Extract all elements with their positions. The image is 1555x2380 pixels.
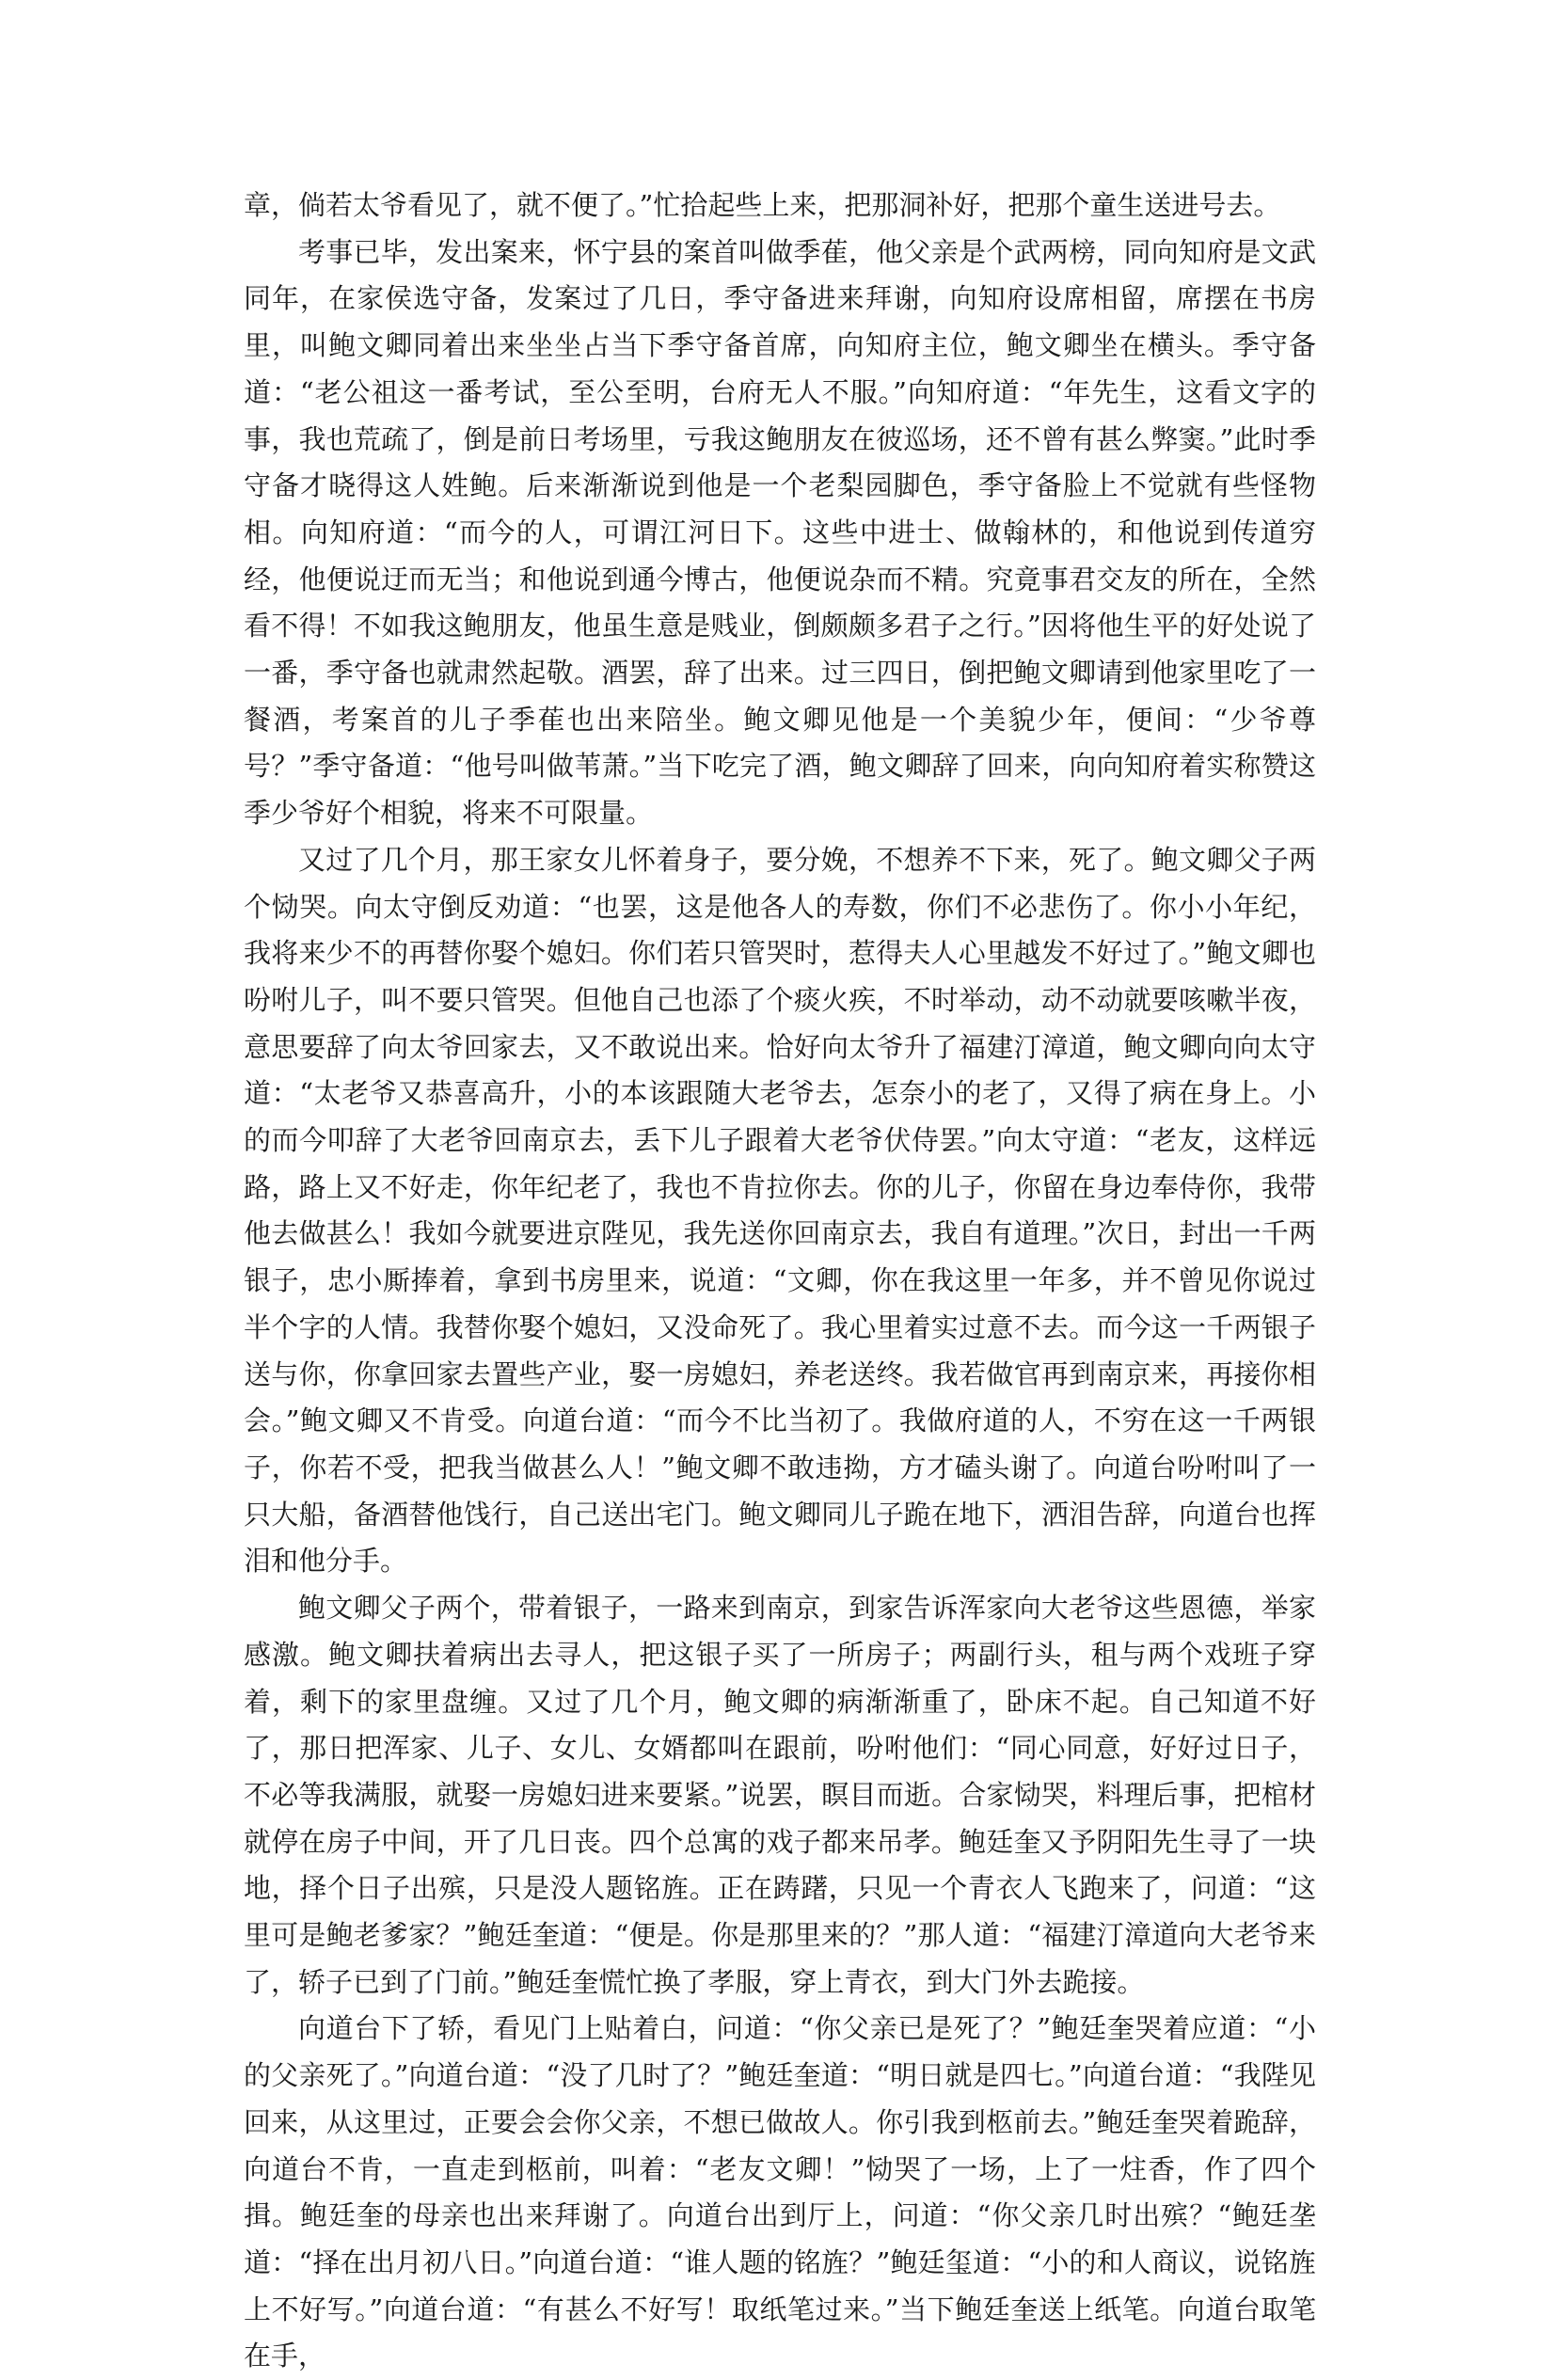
- paragraph-5: 向道台下了轿，看见门上贴着白，问道：“你父亲已是死了？”鲍廷奎哭着应道：“小的父亲死了。”向道台道：“没了几时了？”鲍廷奎道：“明日就是四七。”向道台道：“我陛见回来，从这里过，正要会会你父亲，不想已做故人。你引我到柩前去。”鲍廷奎哭着跪辞，向道台不肯，一直走到柩前，叫着：“老友文卿！”恸哭了一场，上了一炷香，作了四个揖。鲍廷奎的母亲也出来拜谢了。向道台出到厅上，问道：“你父亲几时出殡？“鲍廷垄道：“择在出月初八日。”向道台道：“谁人题的铭旌？”鲍廷玺道：“小的和人商议，说铭旌上不好写。”向道台道：“有甚么不好写！取纸笔过来。”当下鲍廷奎送上纸笔。向道台取笔在手，: [244, 2012, 1316, 2372]
- paragraph-1: 章，倘若太爷看见了，就不便了。”忙拾起些上来，把那洞补好，把那个童生送进号去。: [244, 189, 1281, 221]
- document-page: [244, 182, 1316, 2380]
- paragraph-2: 考事已毕，发出案来，怀宁县的案首叫做季萑，他父亲是个武两榜，同向知府是文武同年，在家侯选守备，发案过了几日，季守备进来拜谢，向知府设席相留，席摆在书房里，叫鲍文卿同着出来坐坐占当下季守备首席，向知府主位，鲍文卿坐在横头。季守备道：“老公祖这一番考试，至公至明，台府无人不服。”向知府道：“年先生，这看文字的事，我也荒疏了，倒是前日考场里，亏我这鲍朋友在彼巡场，还不曾有甚么弊窦。”此时季守备才晓得这人姓鲍。后来渐渐说到他是一个老梨园脚色，季守备脸上不觉就有些怪物相。向知府道：“而今的人，可谓江河日下。这些中进士、做翰林的，和他说到传道穷经，他便说迂而无当；和他说到通今博古，他便说杂而不精。究竟事君交友的所在，全然看不得！不如我这鲍朋友，他虽生意是贱业，倒颇颇多君子之行。”因将他生平的好处说了一番，季守备也就肃然起敬。酒罢，辞了出来。过三四日，倒把鲍文卿请到他家里吃了一餐酒，考案首的儿子季萑也出来陪坐。鲍文卿见他是一个美貌少年，便间：“少爷尊号？”季守备道：“他号叫做苇萧。”当下吃完了酒，鲍文卿辞了回来，向向知府着实称赞这季少爷好个相貌，将来不可限量。: [244, 235, 1316, 830]
- paragraph-4: 鲍文卿父子两个，带着银子，一路来到南京，到家告诉浑家向大老爷这些恩德，举家感激。鲍文卿扶着病出去寻人，把这银子买了一所房子；两副行头，租与两个戏班子穿着，剩下的家里盘缠。又过了几个月，鲍文卿的病渐渐重了，卧床不起。自己知道不好了，那日把浑家、儿子、女儿、女婿都叫在跟前，吩咐他们：“同心同意，好好过日子，不必等我满服，就娶一房媳妇进来要紧。”说罢，瞑目而逝。合家恸哭，料理后事，把棺材就停在房子中间，开了几日丧。四个总寓的戏子都来吊孝。鲍廷奎又予阴阳先生寻了一块地，择个日子出殡，只是没人题铭旌。正在踌躇，只见一个青衣人飞跑来了，问道：“这里可是鲍老爹家？”鲍廷奎道：“便是。你是那里来的？”那人道：“福建汀漳道向大老爷来了，轿子已到了门前。”鲍廷奎慌忙换了孝服，穿上青衣，到大门外去跪接。: [244, 1592, 1316, 1998]
- paragraph-3: 又过了几个月，那王家女儿怀着身子，要分娩，不想养不下来，死了。鲍文卿父子两个恸哭。向太守倒反劝道：“也罢，这是他各人的寿数，你们不必悲伤了。你小小年纪，我将来少不的再替你娶个媳妇。你们若只管哭时，惹得夫人心里越发不好过了。”鲍文卿也吩咐儿子，叫不要只管哭。但他自己也添了个痰火疾，不时举动，动不动就要咳嗽半夜，意思要辞了向太爷回家去，又不敢说出来。恰好向太爷升了福建汀漳道，鲍文卿向向太守道：“太老爷又恭喜高升，小的本该跟随大老爷去，怎奈小的老了，又得了病在身上。小的而今叩辞了大老爷回南京去，丢下儿子跟着大老爷伏侍罢。”向太守道：“老友，这样远路，路上又不好走，你年纪老了，我也不肯拉你去。你的儿子，你留在身边奉侍你，我带他去做甚么！我如今就要进京陛见，我先送你回南京去，我自有道理。”次日，封出一千两银子，忠小厮捧着，拿到书房里来，说道：“文卿，你在我这里一年多，并不曾见你说过半个字的人情。我替你娶个媳妇，又没命死了。我心里着实过意不去。而今这一千两银子送与你，你拿回家去置些产业，娶一房媳妇，养老送终。我若做官再到南京来，再接你相会。”鲍文卿又不肯受。向道台道：“而今不比当初了。我做府道的人，不穷在这一千两银子，你若不受，把我当做甚么人！”鲍文卿不敢违拗，方才磕头谢了。向道台吩咐叫了一只大船，备酒替他饯行，自己送出宅门。鲍文卿同儿子跪在地下，洒泪告辞，向道台也挥泪和他分手。: [244, 843, 1316, 1578]
